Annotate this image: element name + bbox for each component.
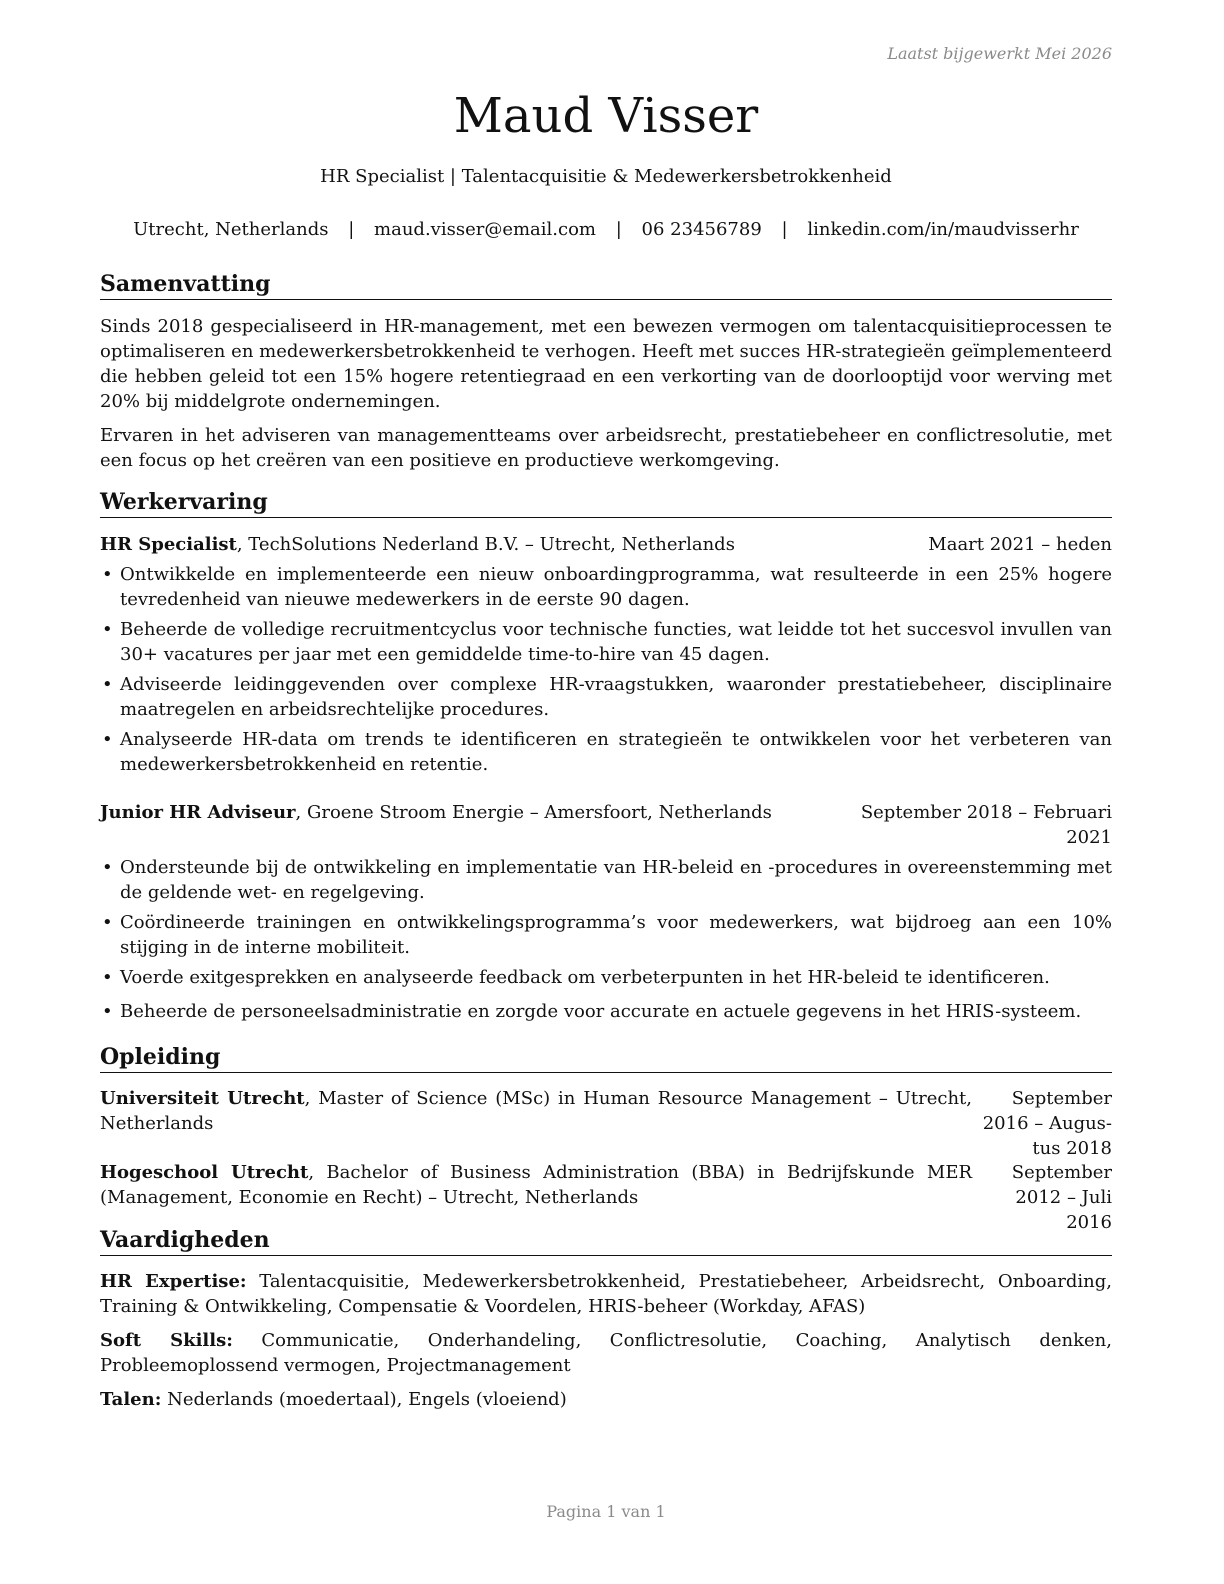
- contact-separator: |: [781, 219, 788, 240]
- contact-linkedin[interactable]: linkedin.com/in/maudvisserhr: [807, 219, 1079, 240]
- section-title-summary: Samenvatting: [100, 270, 1112, 300]
- contact-line: [100, 219, 1112, 240]
- job-bullets: [100, 855, 1112, 1029]
- candidate-name: Maud Visser: [453, 88, 759, 144]
- list-item: • Ondersteunde bij de ontwikkeling en implementatie van HR-beleid en -procedures in overeenstemming met de geldende wet- en regelgeving.: [100, 855, 1112, 905]
- education-date-line: tus 2018: [1032, 1138, 1112, 1159]
- summary-paragraph: Ervaren in het adviseren van managementteams over arbeidsrecht, prestatiebeheer en conflictresolutie, met een focus op het creëren van een positieve en productieve werkomgeving.: [100, 425, 1112, 471]
- last-updated-note: Laatst bijgewerkt Mei 2026: [887, 44, 1112, 63]
- contact-email[interactable]: maud.visser@email.com: [374, 219, 596, 240]
- education-date: [974, 1086, 1112, 1161]
- education-text: [100, 1160, 972, 1210]
- education-text: [100, 1086, 972, 1136]
- education-date: [974, 1160, 1112, 1235]
- section-title-experience: Werkervaring: [100, 488, 1112, 518]
- skill-value: Nederlands (moedertaal), Engels (vloeiend): [161, 1389, 567, 1410]
- job-role: Junior HR Adviseur: [100, 802, 296, 823]
- education-date-line: 2016: [1066, 1212, 1112, 1233]
- skill-label: Talen:: [100, 1389, 162, 1410]
- section-title-skills: Vaardigheden: [100, 1226, 1112, 1256]
- list-item: • Voerde exitgesprekken en analyseerde feedback om verbeterpunten in het HR-beleid te identificeren.: [100, 965, 1112, 990]
- list-item: • Adviseerde leidinggevenden over complexe HR-vraagstukken, waaronder prestatiebeheer, disciplinaire maatregelen en arbeidsrechtelijke procedures.: [100, 672, 1112, 722]
- skill-value: Talentacquisitie, Medewerkersbetrokkenheid, Prestatiebeheer, Arbeidsrecht, Onboarding, Training & Ontwikkeling, Compensatie & Voordelen, HRIS-beheer (Workday, AFAS): [100, 1271, 1112, 1317]
- job-date-line: September 2018 – Februari: [860, 802, 1112, 823]
- list-item: • Coördineerde trainingen en ontwikkelingsprogramma’s voor medewerkers, wat bijdroeg aan een 10% stijging in de interne mobiliteit.: [100, 910, 1112, 960]
- education-school: Hogeschool Utrecht: [100, 1162, 309, 1183]
- contact-location: Utrecht, Netherlands: [133, 219, 329, 240]
- job-date: Maart 2021 – heden: [928, 534, 1112, 555]
- education-date-line: September 2016 – Augus-: [982, 1088, 1112, 1134]
- contact-separator: |: [615, 219, 622, 240]
- skill-value: Communicatie, Onderhandeling, Conflictresolutie, Coaching, Analytisch denken, Probleemoplossend vermogen, Projectmanagement: [100, 1330, 1113, 1376]
- list-item: • Beheerde de personeelsadministratie en zorgde voor accurate en actuele gegevens in het HRIS-systeem.: [100, 999, 1112, 1024]
- section-title-education: Opleiding: [100, 1043, 1112, 1073]
- page-number: Pagina 1 van 1: [546, 1502, 666, 1521]
- skill-line: [100, 1328, 1112, 1378]
- skill-label: HR Expertise:: [100, 1271, 247, 1292]
- job-bullets: [100, 562, 1112, 782]
- job-header: [100, 800, 1112, 848]
- summary-paragraph: Sinds 2018 gespecialiseerd in HR-management, met een bewezen vermogen om talentacquisitieprocessen te optimaliseren en medewerkersbetrokkenheid te verhogen. Heeft met succes HR-strategieën geïmplementeerd die hebben geleid tot een 15% hogere retentiegraad en een verkorting van de doorlooptijd voor werving met 20% bij middelgrote ondernemingen.: [100, 316, 1112, 412]
- contact-separator: |: [348, 219, 355, 240]
- list-item: • Beheerde de volledige recruitmentcyclus voor technische functies, wat leidde tot het succesvol invullen van 30+ vacatures per jaar met een gemiddelde time-to-hire van 45 dagen.: [100, 617, 1112, 667]
- candidate-subtitle: HR Specialist | Talentacquisitie & Medewerkersbetrokkenheid: [320, 166, 892, 187]
- contact-phone: 06 23456789: [641, 219, 762, 240]
- job-company: , TechSolutions Nederland B.V. – Utrecht, Netherlands: [236, 534, 735, 555]
- list-item: • Ontwikkelde en implementeerde een nieuw onboardingprogramma, wat resulteerde in een 25% hogere tevredenheid van nieuwe medewerkers in de eerste 90 dagen.: [100, 562, 1112, 612]
- education-school: Universiteit Utrecht: [100, 1088, 305, 1109]
- skill-line: [100, 1387, 1112, 1412]
- skill-label: Soft Skills:: [100, 1330, 233, 1351]
- job-date-line: 2021: [1066, 827, 1112, 848]
- education-entry: [100, 1086, 1112, 1159]
- education-degree: , Master of Science (MSc) in Human Resource Management – Utrecht, Netherlands: [100, 1088, 973, 1134]
- job-header: [100, 532, 1112, 557]
- job-date: [861, 800, 1112, 850]
- education-date-line: September 2012 – Juli: [1011, 1162, 1112, 1208]
- list-item: • Analyseerde HR-data om trends te identificeren en strategieën te ontwikkelen voor het verbeteren van medewerkersbetrokkenheid en retentie.: [100, 727, 1112, 777]
- education-entry: [100, 1160, 1112, 1233]
- job-company: , Groene Stroom Energie – Amersfoort, Netherlands: [295, 802, 772, 823]
- education-degree: , Bachelor of Business Administration (BBA) in Bedrijfskunde MER (Management, Economie en Recht) – Utrecht, Netherlands: [100, 1162, 973, 1208]
- skill-line: [100, 1269, 1112, 1319]
- job-role: HR Specialist: [100, 534, 237, 555]
